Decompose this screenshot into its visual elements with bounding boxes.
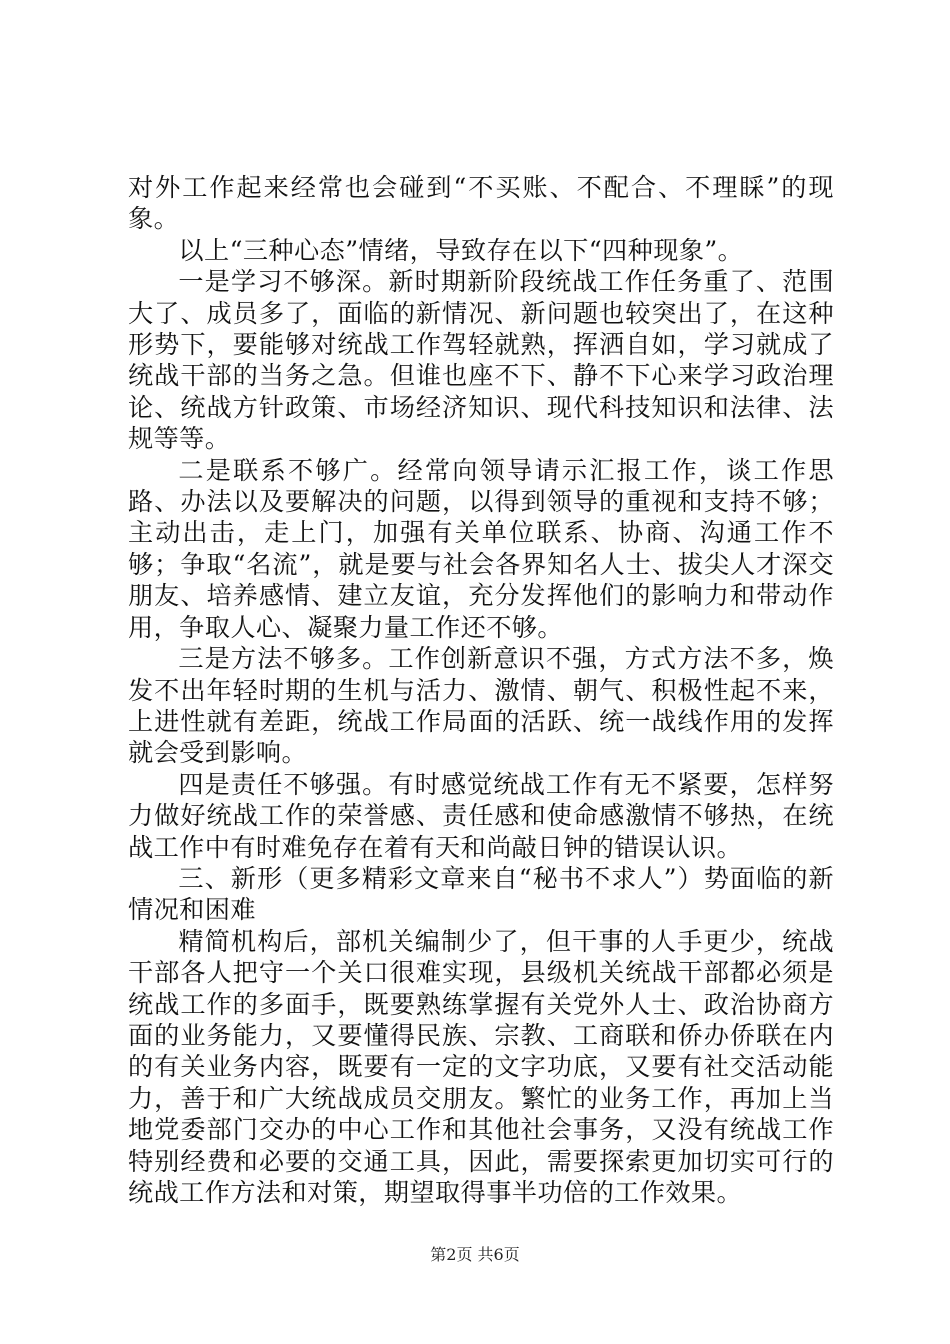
section-heading: 三、新形（更多精彩文章来自“秘书不求人”）势面临的新情况和困难: [128, 863, 834, 925]
paragraph-point-four: 四是责任不够强。有时感觉统战工作有无不紧要，怎样努力做好统战工作的荣誉感、责任感和使命感激情不够热，在统战工作中有时难免存在着有天和尚敲日钟的错误认识。: [128, 769, 834, 862]
document-body: [128, 172, 834, 1208]
paragraph-summary: 以上“三种心态”情绪，导致存在以下“四种现象”。: [178, 235, 744, 265]
paragraph-point-three: 三是方法不够多。工作创新意识不强，方式方法不多，焕发不出年轻时期的生机与活力、激情、朝气、积极性起不来，上进性就有差距，统战工作局面的活跃、统一战线作用的发挥就会受到影响。: [128, 644, 834, 768]
paragraph-section-body: 精简机构后，部机关编制少了，但干事的人手更少，统战干部各人把守一个关口很难实现，县级机关统战干部都必须是统战工作的多面手，既要熟练掌握有关党外人士、政治协商方面的业务能力，又要懂得民族、宗教、工商联和侨办侨联在内的有关业务内容，既要有一定的文字功底，又要有社交活动能力，善于和广大统战成员交朋友。繁忙的业务工作，再加上当地党委部门交办的中心工作和其他社会事务，又没有统战工作特别经费和必要的交通工具，因此，需要探索更加切实可行的统战工作方法和对策，期望取得事半功倍的工作效果。: [128, 926, 834, 1207]
paragraph-point-one: 一是学习不够深。新时期新阶段统战工作任务重了、范围大了、成员多了，面临的新情况、新问题也较突出了，在这种形势下，要能够对统战工作驾轻就熟，挥洒自如，学习就成了统战干部的当务之急。但谁也座不下、静不下心来学习政治理论、统战方针政策、市场经济知识、现代科技知识和法律、法规等等。: [128, 267, 834, 454]
paragraph-point-two: 二是联系不够广。经常向领导请示汇报工作，谈工作思路、办法以及要解决的问题，以得到领导的重视和支持不够；主动出击，走上门，加强有关单位联系、协商、沟通工作不够；争取“名流”，就是要与社会各界知名人士、拔尖人才深交朋友、培养感情、建立友谊，充分发挥他们的影响力和带动作用，争取人心、凝聚力量工作还不够。: [128, 455, 834, 642]
page-number-footer: 第2页 共6页: [430, 1245, 520, 1264]
paragraph-continuation: 对外工作起来经常也会碰到“不买账、不配合、不理睬”的现象。: [128, 173, 834, 234]
